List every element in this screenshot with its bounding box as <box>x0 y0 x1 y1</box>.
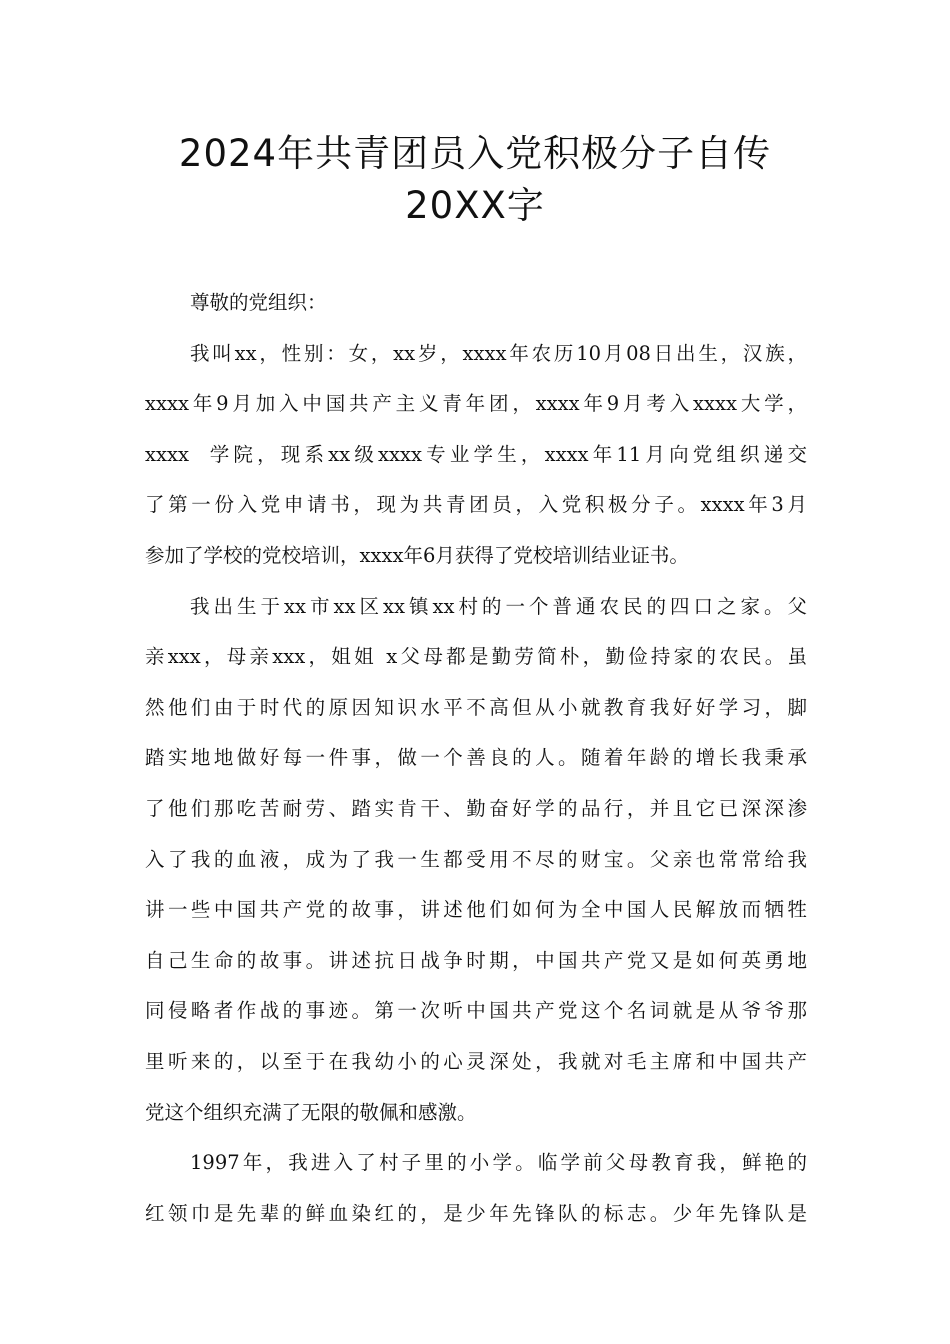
paragraph-line: 了第一份入党申请书，现为共青团员，入党积极分子。xxxx年3月 <box>145 493 807 517</box>
paragraph-line: 然他们由于时代的原因知识水平不高但从小就教育我好好学习，脚 <box>145 695 807 719</box>
paragraph-3 <box>145 1138 807 1239</box>
paragraph-line: 1997年，我进入了村子里的小学。临学前父母教育我，鲜艳的 <box>190 1151 807 1175</box>
title-line-1: 2024年共青团员入党积极分子自传 <box>178 132 772 175</box>
paragraph-line: 了他们那吃苦耐劳、踏实肯干、勤奋好学的品行，并且它已深深渗 <box>145 796 807 820</box>
paragraph-line: 踏实地地做好每一件事，做一个善良的人。随着年龄的增长我秉承 <box>145 746 807 770</box>
paragraph-line: 亲xxx，母亲xxx，姐姐 x父母都是勤劳简朴，勤俭持家的农民。虽 <box>145 645 807 669</box>
title-line-2: 20XX字 <box>405 184 545 227</box>
paragraph-2 <box>145 582 807 1139</box>
paragraph-line: 同侵略者作战的事迹。第一次听中国共产党这个名词就是从爷爷那 <box>145 999 807 1023</box>
paragraph-line: 我叫xx，性别：女，xx岁，xxxx年农历10月08日出生，汉族， <box>190 341 807 365</box>
salutation: 尊敬的党组织： <box>190 291 327 314</box>
paragraph-line: 党这个组织充满了无限的敬佩和感激。 <box>145 1100 477 1124</box>
paragraph-line: xxxx 学院，现系xx级xxxx专业学生，xxxx年11月向党组织递交 <box>145 442 807 466</box>
paragraph-line: 我出生于xx市xx区xx镇xx村的一个普通农民的四口之家。父 <box>190 594 807 618</box>
paragraph-line: 参加了学校的党校培训，xxxx年6月获得了党校培训结业证书。 <box>145 543 689 567</box>
document-title <box>0 128 950 232</box>
paragraph-line: 入了我的血液，成为了我一生都受用不尽的财宝。父亲也常常给我 <box>145 847 807 871</box>
paragraph-line: 红领巾是先辈的鲜血染红的，是少年先锋队的标志。少年先锋队是 <box>145 1201 807 1225</box>
paragraph-line: 讲一些中国共产党的故事，讲述他们如何为全中国人民解放而牺牲 <box>145 898 807 922</box>
paragraph-line: 里听来的，以至于在我幼小的心灵深处，我就对毛主席和中国共产 <box>145 1049 807 1073</box>
paragraph-line: 自己生命的故事。讲述抗日战争时期，中国共产党又是如何英勇地 <box>145 948 807 972</box>
paragraph-1 <box>145 329 807 582</box>
document-body <box>145 278 807 1239</box>
paragraph-line: xxxx年9月加入中国共产主义青年团，xxxx年9月考入xxxx大学， <box>145 392 807 416</box>
